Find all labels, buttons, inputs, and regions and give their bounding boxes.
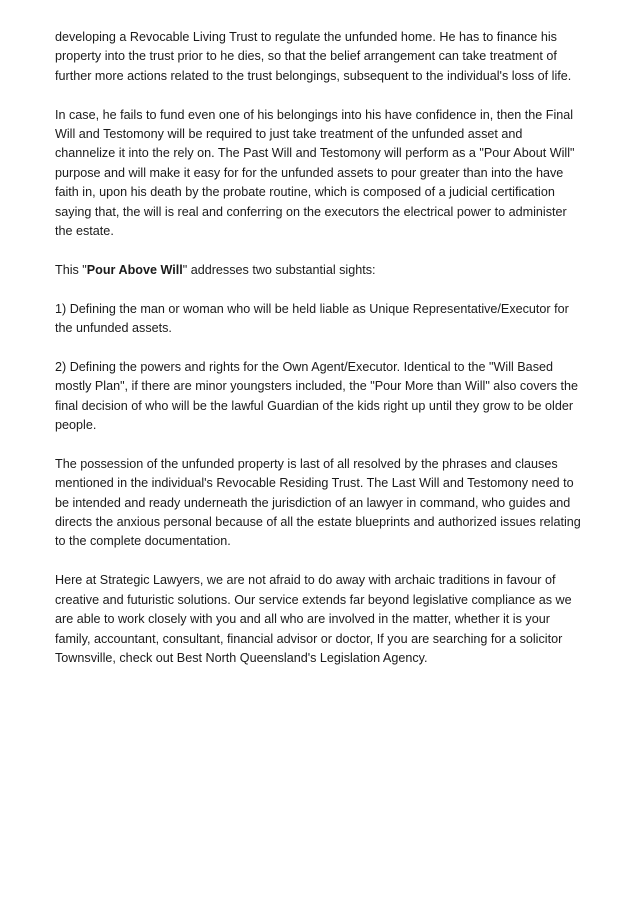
pour-above-prefix: This " (55, 262, 87, 277)
pour-above-bold-term: Pour Above Will (86, 262, 183, 277)
paragraph-strategic-lawyers: Here at Strategic Lawyers, we are not afraid to do away with archaic traditions in favour of creative and futuristic solutions. Our service extends far beyond legislative compliance as we are able to work closely with you and all who are involved in the matter, whether it is your family, accountant, consultant, financial advisor or doctor, If you are searching for a solicitor Townsville, check out Best North Queensland's Legislation Agency. (55, 573, 572, 665)
paragraph-revocable-trust: developing a Revocable Living Trust to regulate the unfunded home. He has to finance his property into the trust prior to he dies, so that the belief arrangement can take treatment of further more actions related to the trust belongings, subsequent to the individual's loss of life. (55, 30, 572, 83)
pour-above-suffix: " addresses two substantial sights: (182, 262, 376, 277)
paragraph-possession: The possession of the unfunded property is last of all resolved by the phrases and clauses mentioned in the individual's Revocable Residing Trust. The Last Will and Testomony need to be intended and ready underneath the jurisdiction of an lawyer in command, who guides and directs the anxious personal because of all the estate blueprints and authorized issues relating to the complete documentation. (55, 456, 581, 549)
paragraph-point-two: 2) Defining the powers and rights for the Own Agent/Executor. Identical to the "Will Based mostly Plan", if there are minor youngsters included, the "Pour More than Will" also covers the final decision of who will be the lawful Guardian of the kids right up until they grow to be older people. (55, 359, 578, 433)
paragraph-pour-above-will (55, 261, 582, 280)
paragraph-final-will: In case, he fails to fund even one of his belongings into his have confidence in, then the Final Will and Testomony will be required to just take treatment of the unfunded asset and channelize it into the rely on. The Past Will and Testomony will perform as a "Pour About Will" purpose and will make it easy for for the unfunded assets to pour greater than into the have faith in, upon his death by the probate routine, which is composed of a judicial certification saying that, the will is real and conferring on the executors the electrical power to administer the estate. (55, 107, 575, 239)
paragraph-point-one: 1) Defining the man or woman who will be held liable as Unique Representative/Executor for the unfunded assets. (55, 301, 569, 336)
